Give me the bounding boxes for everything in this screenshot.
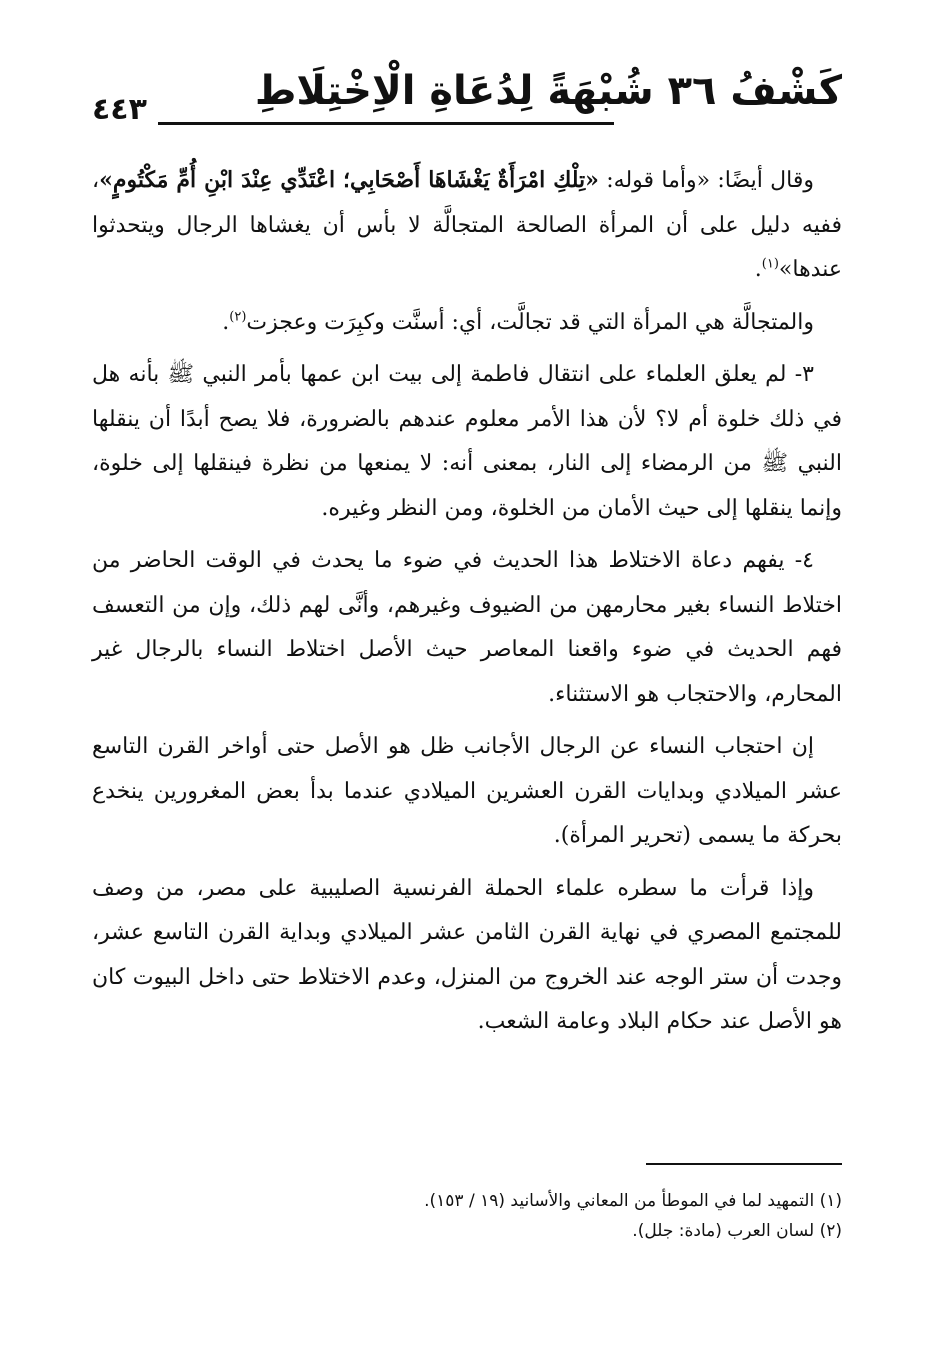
footnote-ref-1: (١) (761, 256, 779, 272)
footnote-1: (١) التمهيد لما في الموطأ من المعاني والأسانيد (١٩ / ١٥٣). (424, 1191, 842, 1211)
paragraph-4: ٤- يفهم دعاة الاختلاط هذا الحديث في ضوء ما يحدث في الوقت الحاضر من اختلاط النساء بغير محارمهن من الضيوف وغيرهم، وأنَّى لهم ذلك، وإن من التعسف فهم الحديث في ضوء واقعنا المعاصر حيث الأصل اختلاط النساء بالرجال غير المحارم، والاحتجاب هو الاستثناء. (92, 548, 842, 707)
footnote-2: (٢) لسان العرب (مادة: جلل). (632, 1221, 842, 1241)
paragraph-2 (92, 301, 842, 346)
paragraph-1-tail: ، ففيه دليل على أن المرأة الصالحة المتجالَّة لا بأس أن يغشاها الرجال ويتحدثوا عندها» (92, 168, 842, 282)
paragraph-3: ٣- لم يعلق العلماء على انتقال فاطمة إلى بيت ابن عمها بأمر النبي ﷺ بأنه هل في ذلك خلوة أم لا؟ لأن هذا الأمر معلوم عندهم بالضرورة، فلا يصح أبدًا أن ينقلها النبي ﷺ من الرمضاء إلى النار، بمعنى أنه: لا يمنعها من نظرة فينقلها إلى خلوة، وإنما ينقلها إلى حيث الأمان من الخلوة، ومن النظر وغيره. (92, 362, 842, 521)
book-title: كَشْفُ ٣٦ شُبْهَةً لِدُعَاةِ الْاِخْتِلَاطِ (254, 68, 842, 114)
page-header (92, 64, 842, 134)
header-rule (158, 122, 614, 125)
footnote-ref-2: (٢) (229, 309, 247, 325)
paragraph-1 (92, 158, 842, 293)
paragraph-6: وإذا قرأت ما سطره علماء الحملة الفرنسية الصليبية على مصر، من وصف للمجتمع المصري في نهاية القرن الثامن عشر الميلادي وبداية القرن التاسع عشر، وجدت أن ستر الوجه عند الخروج من المنزل، وعدم الاختلاط حتى داخل البيوت كان هو الأصل عند حكام البلاد وعامة الشعب. (92, 875, 842, 1034)
paragraph-2-end: . (222, 309, 230, 335)
footnote-separator (646, 1163, 842, 1165)
page-number: ٤٤٣ (92, 92, 147, 127)
paragraph-1-lead: وقال أيضًا: «وأما قوله: (598, 168, 814, 193)
paragraph-2-text: والمتجالَّة هي المرأة التي قد تجالَّت، أي: أسنَّت وكبِرَت وعجزت (246, 309, 814, 335)
paragraph-5: إن احتجاب النساء عن الرجال الأجانب ظل هو الأصل حتى أواخر القرن التاسع عشر الميلادي وبدايات القرن العشرين الميلادي عندما بدأ بعض المغرورين ينخدع بحركة ما يسمى (تحرير المرأة). (92, 734, 842, 848)
main-text (92, 158, 842, 1053)
paragraph-1-end: . (754, 257, 762, 282)
hadith-quote: «تِلْكِ امْرَأَةٌ يَغْشَاهَا أَصْحَابِي؛ اعْتَدِّي عِنْدَ ابْنِ أُمِّ مَكْتُومٍ» (99, 167, 599, 193)
footnotes (92, 1186, 842, 1246)
